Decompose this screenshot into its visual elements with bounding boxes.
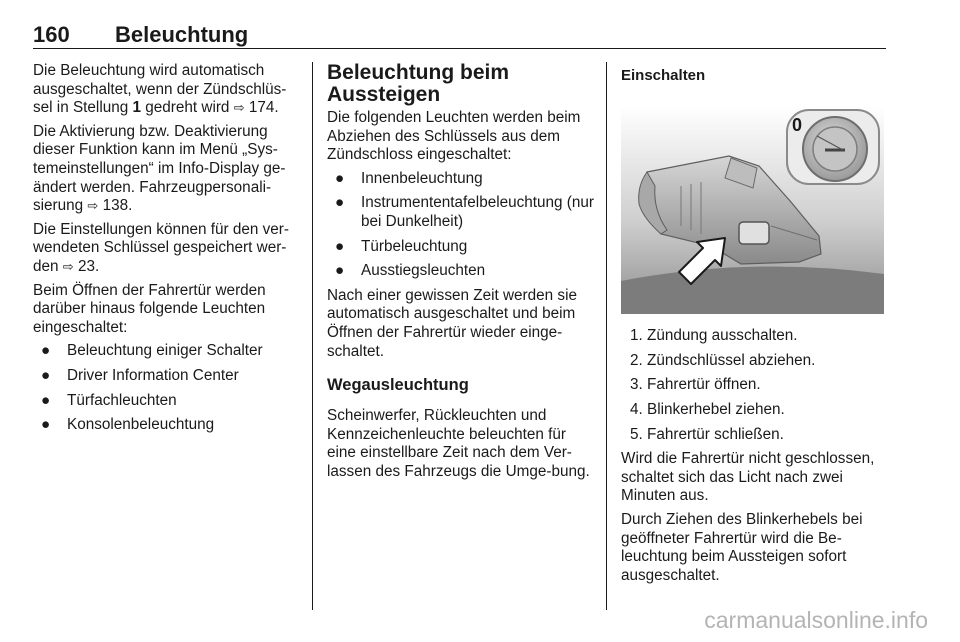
- bullet-list: [33, 342, 301, 434]
- step-list: [621, 327, 889, 444]
- reference-arrow-icon: ⇨: [87, 198, 99, 214]
- list-item: 3. Fahrertür öffnen.: [630, 376, 761, 394]
- paragraph: Scheinwerfer, Rückleuchten und Kennzeichenleuchte beleuchten für eine einstellbare Zeit nach dem Ver-lassen des Fahrzeugs die Umge-bung.: [327, 407, 590, 480]
- list-item: ● Innenbeleuchtung: [335, 169, 483, 187]
- reference-arrow-icon: ⇨: [62, 258, 74, 274]
- paragraph: Wird die Fahrertür nicht geschlossen, schaltet sich das Licht nach zwei Minuten aus.: [621, 450, 875, 505]
- bullet-icon: ●: [335, 262, 345, 280]
- paragraph: Die Aktivierung bzw. Deaktivierung dieser Funktion kann im Menü „Sys-temeinstellungen“ im Info-Display ge-ändert werden. Fahrzeugpersonali-sierung ⇨ 138.: [33, 122, 286, 215]
- watermark: carmanualsonline.info: [704, 607, 928, 633]
- paragraph: Beim Öffnen der Fahrertür werden darüber hinaus folgende Leuchten eingeschaltet:: [33, 281, 266, 336]
- section-heading: Beleuchtung beim Aussteigen: [327, 61, 510, 106]
- paragraph: Die folgenden Leuchten werden beim Abziehen des Schlüssels aus dem Zündschloss eingeschaltet:: [327, 109, 581, 164]
- bullet-icon: ●: [335, 237, 345, 255]
- page-number: 160: [33, 22, 70, 47]
- paragraph: Die Beleuchtung wird automatisch ausgeschaltet, wenn der Zündschlüs-sel in Stellung 1 gedreht wird ⇨ 174.: [33, 62, 287, 117]
- list-item: ● Beleuchtung einiger Schalter: [41, 342, 263, 360]
- bullet-icon: ●: [41, 416, 51, 434]
- list-item: ● Konsolenbeleuchtung: [41, 416, 215, 434]
- ignition-inset-icon: [787, 110, 879, 184]
- column-2: [327, 62, 595, 487]
- paragraph: Durch Ziehen des Blinkerhebels bei geöffneter Fahrertür wird die Be-leuchtung beim Aussteigen sofort ausgeschaltet.: [621, 510, 863, 584]
- column-divider: [606, 62, 607, 610]
- page-reference[interactable]: 138.: [102, 197, 133, 215]
- bullet-icon: ●: [335, 194, 345, 212]
- list-item: ● Türbeleuchtung: [335, 237, 468, 255]
- reference-arrow-icon: ⇨: [233, 100, 245, 116]
- bullet-icon: ●: [41, 391, 51, 409]
- bullet-list: [327, 170, 595, 281]
- bullet-icon: ●: [41, 342, 51, 360]
- list-item: 2. Zündschlüssel abziehen.: [630, 351, 816, 369]
- column-divider: [312, 62, 313, 610]
- paragraph: Nach einer gewissen Zeit werden sie automatisch ausgeschaltet und beim Öffnen der Fahrertür wieder einge-schaltet.: [327, 286, 577, 360]
- page-title: Beleuchtung: [115, 22, 249, 47]
- list-item: 1. Zündung ausschalten.: [630, 327, 798, 345]
- paragraph: Die Einstellungen können für den ver-wendeten Schlüssel gespeichert wer-den ⇨ 23.: [33, 220, 289, 275]
- list-item: 5. Fahrertür schließen.: [630, 425, 784, 443]
- list-item: 4. Blinkerhebel ziehen.: [630, 400, 785, 418]
- procedure-heading: Einschalten: [621, 67, 706, 84]
- bullet-icon: ●: [335, 169, 345, 187]
- list-item: ● Türfachleuchten: [41, 391, 177, 409]
- figure-label: 0: [792, 114, 803, 135]
- column-1: [33, 62, 301, 441]
- page-reference[interactable]: 174.: [248, 99, 279, 117]
- page-reference[interactable]: 23.: [77, 257, 100, 275]
- list-item: ● Ausstiegsleuchten: [335, 262, 486, 280]
- list-item: ● Instrumententafelbeleuchtung (nur bei Dunkelheit): [335, 194, 595, 230]
- list-item: ● Driver Information Center: [41, 366, 239, 384]
- subsection-heading: Wegausleuchtung: [327, 376, 469, 395]
- page-header: [33, 22, 886, 49]
- column-3: [621, 62, 889, 590]
- bullet-icon: ●: [41, 366, 51, 384]
- turn-signal-lever-illustration: [621, 106, 884, 314]
